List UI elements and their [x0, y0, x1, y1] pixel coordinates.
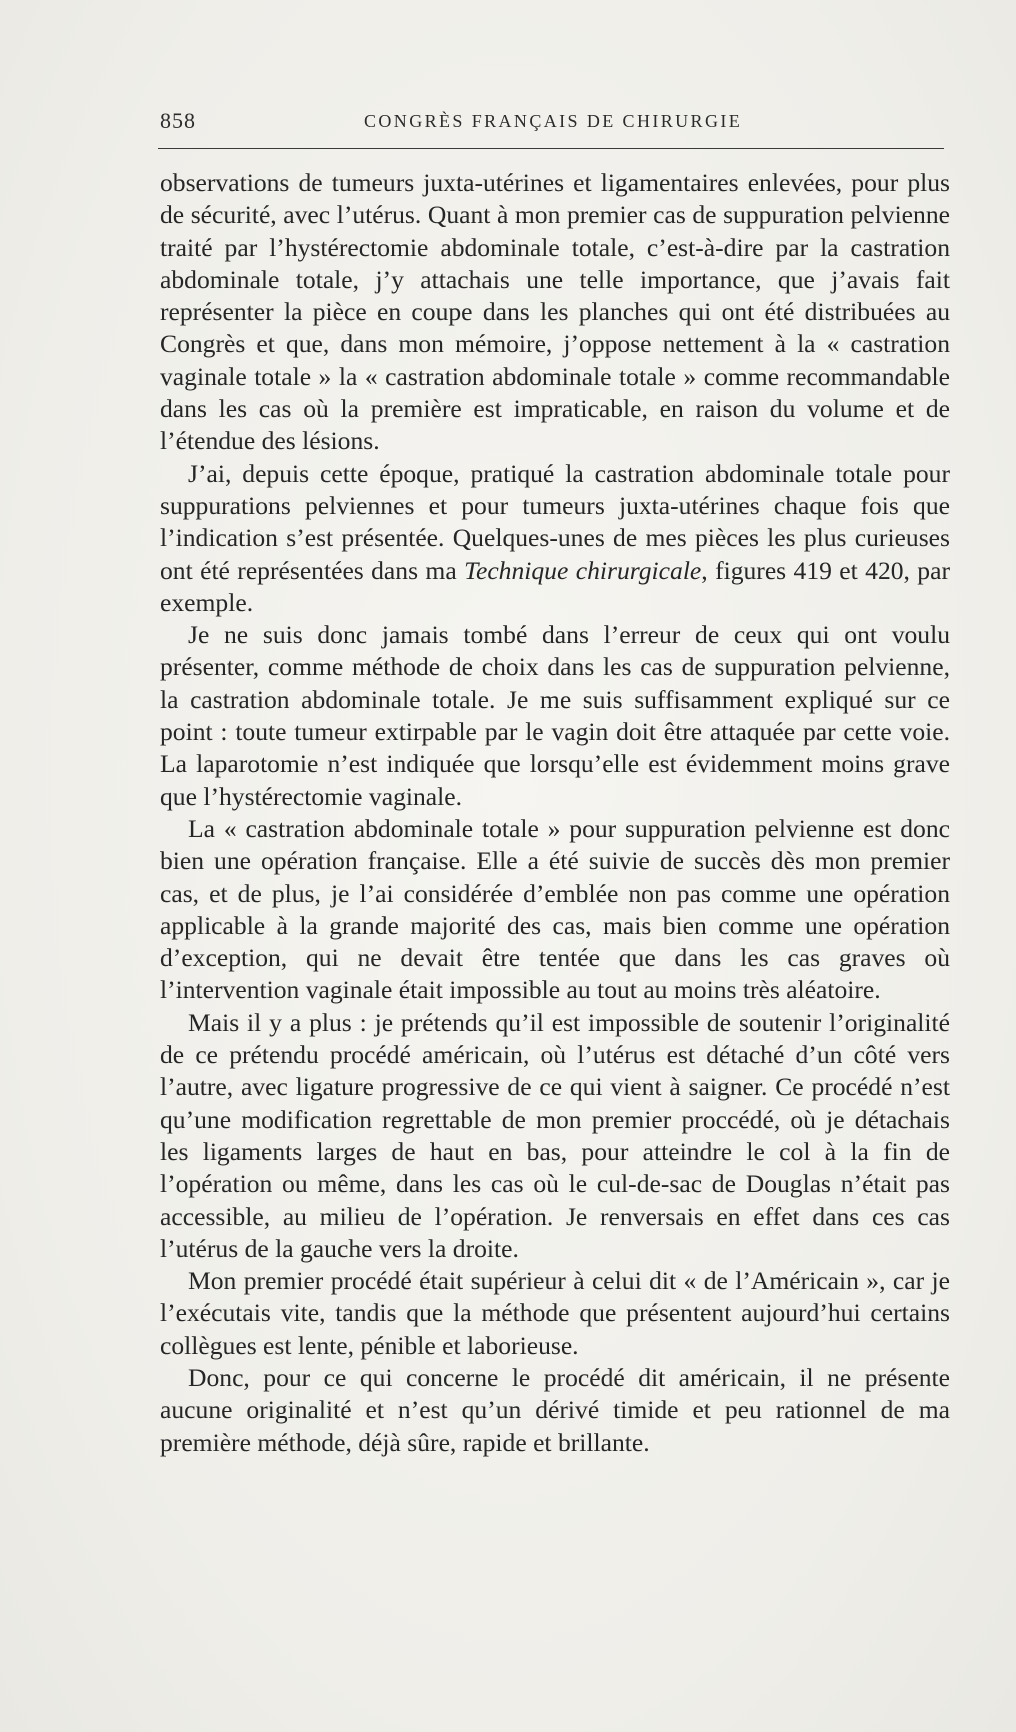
- book-title-italic: Technique chirurgicale: [464, 555, 702, 585]
- paragraph-2: [160, 458, 950, 619]
- header-rule: [158, 148, 944, 149]
- running-head: CONGRÈS FRANÇAIS DE CHIRURGIE: [364, 111, 743, 131]
- paragraph-2-before: J’ai, depuis cette époque, pratiqué la castration abdominale totale pour suppurations pelviennes et pour tumeurs juxta-utérines chaque fois que l’indication s’est présentée. Quelques-unes de mes pièces les plus curieuses ont été représentées dans ma: [160, 458, 950, 585]
- paragraph-5: Mais il y a plus : je prétends qu’il est impossible de soutenir l’originalité de ce prétendu procédé américain, où l’utérus est détaché d’un côté vers l’autre, avec ligature progressive de ce qui vient à saigner. Ce procédé n’est qu’une modification regrettable de mon premier proccédé, où je détachais les ligaments larges de haut en bas, pour atteindre le col à la fin de l’opération ou même, dans les cas où le cul-de-sac de Douglas n’était pas accessible, au milieu de l’opération. Je renversais en effet dans ces cas l’utérus de la gauche vers la droite.: [160, 1007, 950, 1263]
- body-text: [160, 167, 950, 1459]
- page-header: [160, 108, 950, 138]
- page-number: 858: [160, 108, 196, 133]
- paragraph-1: observations de tumeurs juxta-utérines et ligamentaires enlevées, pour plus de sécurité, avec l’utérus. Quant à mon premier cas de suppuration pelvienne traité par l’hystérectomie abdominale totale, c’est-à-dire par la castration abdominale totale, j’y attachais une telle importance, que j’avais fait représenter la pièce en coupe dans les planches qui ont été distribuées au Congrès et que, dans mon mémoire, j’oppose nettement à la « castration vaginale totale » la « castration abdominale totale » comme recommandable dans les cas où la première est impraticable, en raison du volume et de l’étendue des lésions.: [160, 168, 950, 456]
- paragraph-3: Je ne suis donc jamais tombé dans l’erreur de ceux qui ont voulu présenter, comme méthode de choix dans les cas de suppuration pelvienne, la castration abdominale totale. Je me suis suffisamment expliqué sur ce point : toute tumeur extirpable par le vagin doit être attaquée par cette voie. La laparotomie n’est indiquée que lorsqu’elle est évidemment moins grave que l’hystérectomie vaginale.: [160, 620, 950, 811]
- paragraph-7: Donc, pour ce qui concerne le procédé dit américain, il ne présente aucune originalité et n’est qu’un dérivé timide et peu rationnel de ma première méthode, déjà sûre, rapide et brillante.: [160, 1362, 950, 1457]
- paragraph-6: Mon premier procédé était supérieur à celui dit « de l’Américain », car je l’exécutais vite, tandis que la méthode que présentent aujourd’hui certains collègues est lente, pénible et laborieuse.: [160, 1266, 950, 1360]
- paragraph-2-after: , figures 419 et 420, par exemple.: [160, 555, 950, 617]
- paragraph-4: La « castration abdominale totale » pour suppuration pelvienne est donc bien une opération française. Elle a été suivie de succès dès mon premier cas, et de plus, je l’ai considérée d’emblée non pas comme une opération applicable à la grande majorité des cas, mais bien comme une opération d’exception, qui ne devait être tentée que dans les cas graves où l’intervention vaginale était impossible au tout au moins très aléatoire.: [160, 813, 950, 1005]
